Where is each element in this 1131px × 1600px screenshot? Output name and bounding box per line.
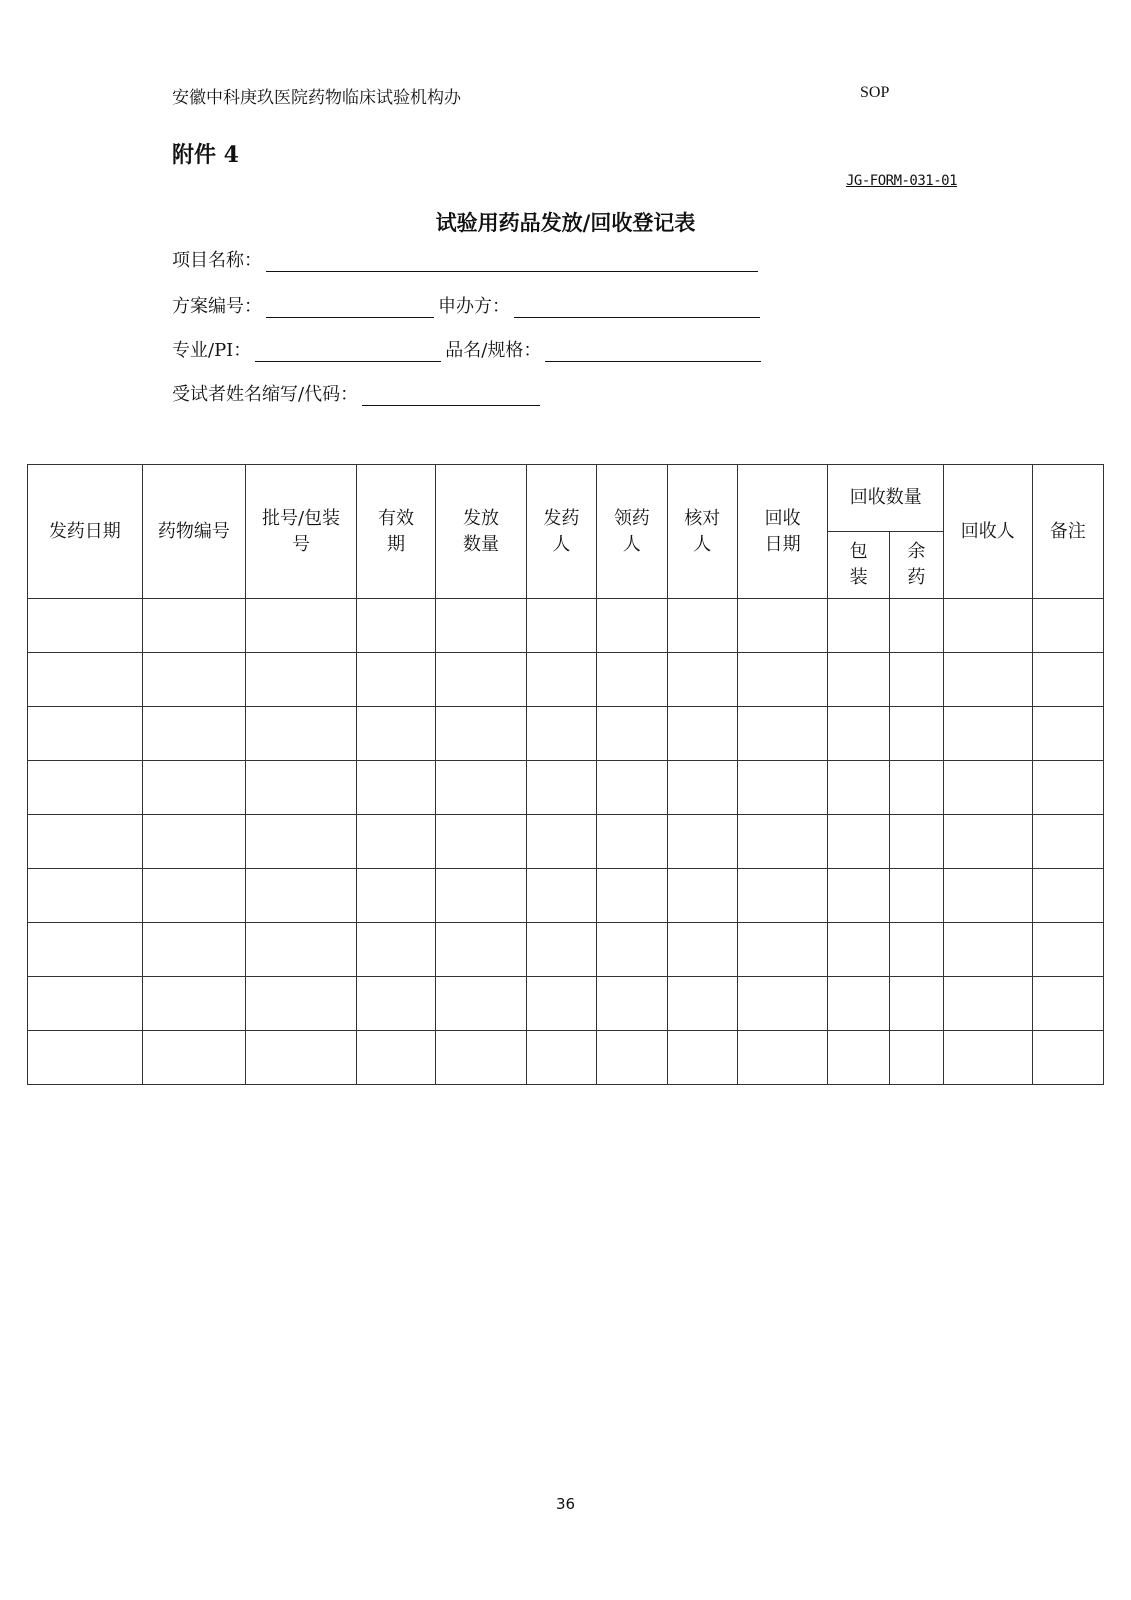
- table-row: [28, 1031, 1104, 1085]
- table-cell[interactable]: [142, 977, 246, 1031]
- table-cell[interactable]: [828, 923, 889, 977]
- header-dispense-date: 发药日期: [28, 465, 143, 599]
- table-cell[interactable]: [526, 977, 596, 1031]
- table-cell[interactable]: [944, 977, 1032, 1031]
- project-name-field: [172, 246, 758, 272]
- table-cell[interactable]: [889, 1031, 943, 1085]
- project-name-label: 项目名称：: [172, 250, 262, 271]
- table-cell[interactable]: [1032, 653, 1103, 707]
- table-cell[interactable]: [737, 707, 828, 761]
- table-cell[interactable]: [944, 761, 1032, 815]
- table-cell[interactable]: [1032, 869, 1103, 923]
- table-cell[interactable]: [436, 653, 527, 707]
- header-collector: 回收人: [944, 465, 1032, 599]
- table-cell[interactable]: [356, 761, 435, 815]
- table-cell[interactable]: [889, 977, 943, 1031]
- table-cell[interactable]: [28, 653, 143, 707]
- table-cell[interactable]: [597, 977, 667, 1031]
- product-spec-line[interactable]: [545, 343, 761, 362]
- table-cell[interactable]: [526, 653, 596, 707]
- table-cell[interactable]: [356, 869, 435, 923]
- table-cell[interactable]: [526, 923, 596, 977]
- table-cell[interactable]: [597, 1031, 667, 1085]
- table-cell[interactable]: [246, 869, 357, 923]
- table-cell[interactable]: [436, 761, 527, 815]
- table-cell[interactable]: [889, 707, 943, 761]
- table-cell[interactable]: [828, 707, 889, 761]
- table-cell[interactable]: [356, 599, 435, 653]
- table-cell[interactable]: [1032, 707, 1103, 761]
- table-cell[interactable]: [889, 815, 943, 869]
- protocol-sponsor-row: [172, 292, 760, 318]
- table-cell[interactable]: [142, 761, 246, 815]
- table-cell[interactable]: [246, 977, 357, 1031]
- table-cell[interactable]: [828, 977, 889, 1031]
- product-spec-label: 品名/规格：: [445, 340, 542, 361]
- table-cell[interactable]: [526, 869, 596, 923]
- table-row: [28, 761, 1104, 815]
- table-cell[interactable]: [142, 815, 246, 869]
- table-cell[interactable]: [28, 1031, 143, 1085]
- table-cell[interactable]: [356, 653, 435, 707]
- dispense-return-table: [27, 464, 1104, 1085]
- table-cell[interactable]: [737, 977, 828, 1031]
- table-cell[interactable]: [436, 923, 527, 977]
- table-cell[interactable]: [737, 815, 828, 869]
- table-cell[interactable]: [597, 923, 667, 977]
- table-cell[interactable]: [356, 923, 435, 977]
- table-cell[interactable]: [828, 599, 889, 653]
- table-cell[interactable]: [142, 653, 246, 707]
- table-cell[interactable]: [246, 653, 357, 707]
- table-cell[interactable]: [828, 1031, 889, 1085]
- table-cell[interactable]: [526, 599, 596, 653]
- attachment-label: 附件 4: [172, 142, 239, 168]
- header-return-qty: 回收数量: [828, 465, 944, 532]
- table-cell[interactable]: [142, 1031, 246, 1085]
- table-cell[interactable]: [526, 761, 596, 815]
- protocol-no-line[interactable]: [266, 299, 434, 318]
- table-cell[interactable]: [28, 869, 143, 923]
- table-cell[interactable]: [667, 707, 737, 761]
- table-cell[interactable]: [944, 1031, 1032, 1085]
- table-cell[interactable]: [597, 707, 667, 761]
- table-cell[interactable]: [526, 1031, 596, 1085]
- table-cell[interactable]: [142, 869, 246, 923]
- table-cell[interactable]: [246, 599, 357, 653]
- table-cell[interactable]: [246, 707, 357, 761]
- table-cell[interactable]: [828, 869, 889, 923]
- table-cell[interactable]: [246, 923, 357, 977]
- table-cell[interactable]: [436, 1031, 527, 1085]
- specialty-pi-label: 专业/PI：: [172, 340, 252, 361]
- table-cell[interactable]: [737, 761, 828, 815]
- table-cell[interactable]: [436, 869, 527, 923]
- table-cell[interactable]: [889, 761, 943, 815]
- table-row: [28, 869, 1104, 923]
- sponsor-line[interactable]: [514, 299, 760, 318]
- table-cell[interactable]: [28, 599, 143, 653]
- specialty-pi-line[interactable]: [255, 343, 441, 362]
- table-cell[interactable]: [28, 923, 143, 977]
- table-cell[interactable]: [828, 761, 889, 815]
- table-cell[interactable]: [526, 815, 596, 869]
- table-cell[interactable]: [28, 815, 143, 869]
- table-row: [28, 707, 1104, 761]
- table-cell[interactable]: [246, 761, 357, 815]
- subject-code-label: 受试者姓名缩写/代码：: [172, 384, 359, 405]
- table-cell[interactable]: [1032, 761, 1103, 815]
- table-cell[interactable]: [1032, 977, 1103, 1031]
- table-cell[interactable]: [944, 599, 1032, 653]
- table-cell[interactable]: [889, 599, 943, 653]
- table-cell[interactable]: [142, 599, 246, 653]
- table-cell[interactable]: [356, 1031, 435, 1085]
- table-cell[interactable]: [356, 707, 435, 761]
- table-cell[interactable]: [828, 653, 889, 707]
- table-cell[interactable]: [28, 977, 143, 1031]
- table-cell[interactable]: [737, 653, 828, 707]
- table-cell[interactable]: [828, 815, 889, 869]
- table-cell[interactable]: [944, 869, 1032, 923]
- table-cell[interactable]: [246, 815, 357, 869]
- table-cell[interactable]: [667, 1031, 737, 1085]
- header-checker: 核对 人: [667, 465, 737, 599]
- institution-header: 安徽中科庚玖医院药物临床试验机构办: [172, 88, 461, 108]
- table-cell[interactable]: [356, 815, 435, 869]
- table-row: [28, 923, 1104, 977]
- protocol-no-label: 方案编号：: [172, 296, 262, 317]
- table-cell[interactable]: [142, 707, 246, 761]
- table-cell[interactable]: [667, 653, 737, 707]
- table-cell[interactable]: [667, 923, 737, 977]
- table-cell[interactable]: [246, 1031, 357, 1085]
- table-cell[interactable]: [597, 761, 667, 815]
- subject-code-line[interactable]: [362, 387, 540, 406]
- header-dispense-qty: 发放 数量: [436, 465, 527, 599]
- table-cell[interactable]: [667, 977, 737, 1031]
- table-row: [28, 815, 1104, 869]
- table-row: [28, 653, 1104, 707]
- table-cell[interactable]: [944, 923, 1032, 977]
- table-cell[interactable]: [944, 653, 1032, 707]
- project-name-line[interactable]: [266, 253, 758, 272]
- subject-code-field: [172, 380, 540, 406]
- header-batch-pkg-no: 批号/包装 号: [246, 465, 357, 599]
- table-cell[interactable]: [436, 815, 527, 869]
- header-dispenser: 发药 人: [526, 465, 596, 599]
- table-cell[interactable]: [737, 869, 828, 923]
- table-cell[interactable]: [526, 707, 596, 761]
- header-expiry: 有效 期: [356, 465, 435, 599]
- table-cell[interactable]: [889, 653, 943, 707]
- table-cell[interactable]: [142, 923, 246, 977]
- table-cell[interactable]: [356, 977, 435, 1031]
- header-remaining: 余 药: [889, 532, 943, 599]
- table-cell[interactable]: [1032, 923, 1103, 977]
- table-cell[interactable]: [889, 923, 943, 977]
- table-cell[interactable]: [28, 707, 143, 761]
- header-receiver: 领药 人: [597, 465, 667, 599]
- header-row-1: [28, 465, 1104, 532]
- table-row: [28, 599, 1104, 653]
- table-cell[interactable]: [889, 869, 943, 923]
- table-cell[interactable]: [597, 869, 667, 923]
- table-row: [28, 977, 1104, 1031]
- table-cell[interactable]: [1032, 599, 1103, 653]
- table-cell[interactable]: [597, 653, 667, 707]
- header-drug-no: 药物编号: [142, 465, 246, 599]
- table-cell[interactable]: [667, 815, 737, 869]
- table-cell[interactable]: [1032, 1031, 1103, 1085]
- table-cell[interactable]: [667, 869, 737, 923]
- header-remarks: 备注: [1032, 465, 1103, 599]
- form-title: 试验用药品发放/回收登记表: [435, 210, 696, 235]
- table-cell[interactable]: [737, 923, 828, 977]
- sponsor-label: 申办方：: [438, 296, 510, 317]
- table-cell[interactable]: [737, 599, 828, 653]
- page-number: 36: [555, 1495, 576, 1513]
- table-body: [28, 599, 1104, 1085]
- table-cell[interactable]: [436, 977, 527, 1031]
- table-cell[interactable]: [737, 1031, 828, 1085]
- table-cell[interactable]: [597, 815, 667, 869]
- table-cell[interactable]: [1032, 815, 1103, 869]
- form-code: JG-FORM-031-01: [846, 173, 958, 189]
- table-cell[interactable]: [944, 707, 1032, 761]
- header-package: 包 装: [828, 532, 889, 599]
- doc-type-label: SOP: [860, 84, 890, 101]
- table-cell[interactable]: [944, 815, 1032, 869]
- table-cell[interactable]: [436, 599, 527, 653]
- pi-spec-row: [172, 336, 761, 362]
- table-cell[interactable]: [597, 599, 667, 653]
- table-cell[interactable]: [667, 599, 737, 653]
- table-cell[interactable]: [436, 707, 527, 761]
- table-cell[interactable]: [667, 761, 737, 815]
- table-cell[interactable]: [28, 761, 143, 815]
- header-return-date: 回收 日期: [737, 465, 828, 599]
